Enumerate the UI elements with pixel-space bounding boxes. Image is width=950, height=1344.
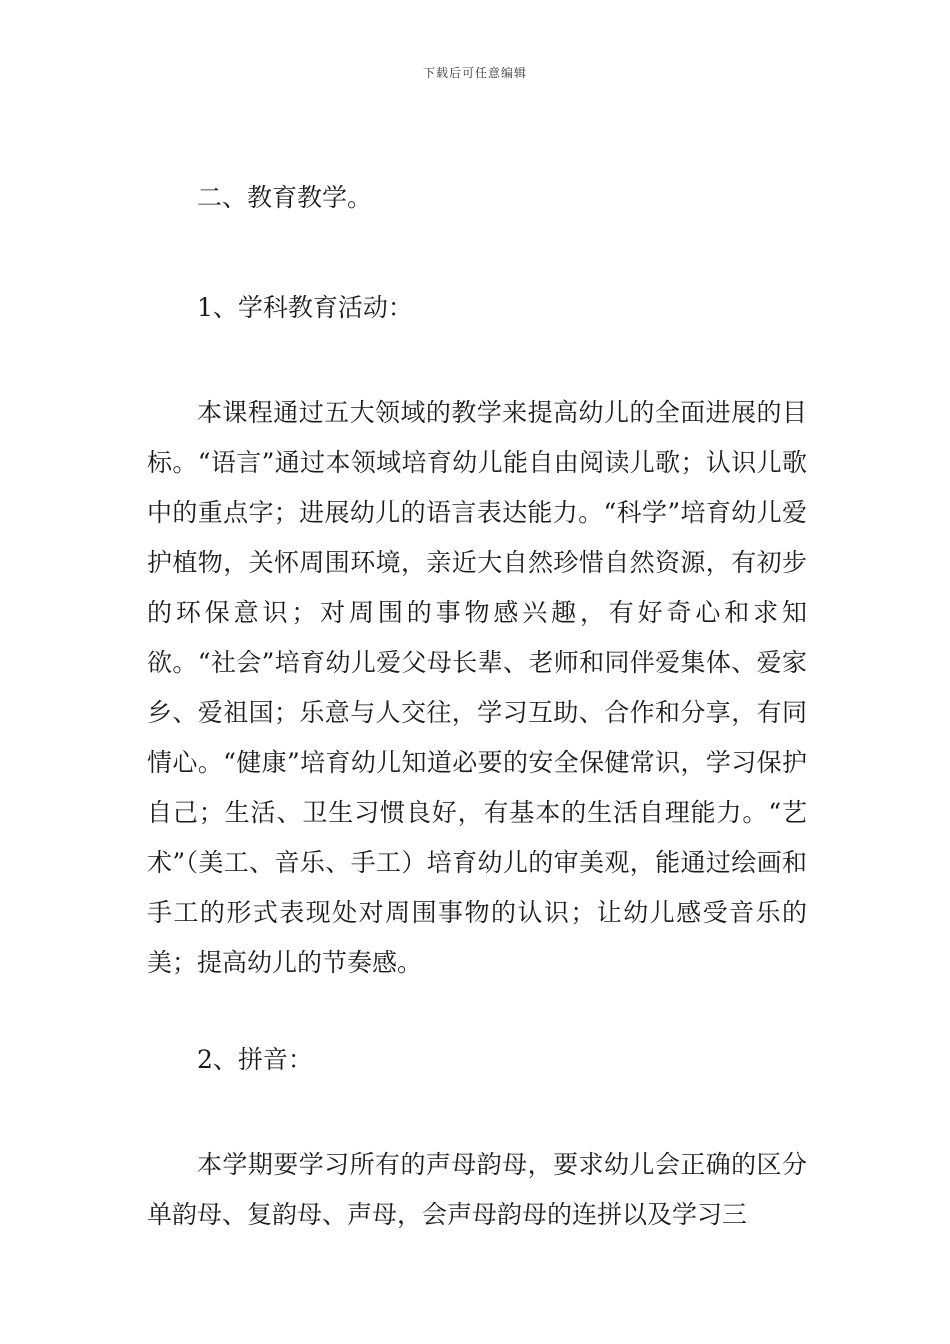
subsection-title-1: 1、学科教育活动： [197, 293, 413, 322]
spacer [147, 336, 807, 388]
subsection-body-1: 本课程通过五大领域的教学来提高幼儿的全面进展的目标。“语言”通过本领域培育幼儿能自由阅读儿歌；认识儿歌中的重点字；进展幼儿的语言表达能力。“科学”培育幼儿爱护植物，关怀周围环境，亲近大自然珍惜自然资源，有初步的环保意识；对周围的事物感兴趣，有好奇心和求知欲。“社会”培育幼儿爱父母长辈、老师和同伴爱集体、爱家乡、爱祖国；乐意与人交往，学习互助、合作和分享，有同情心。“健康”培育幼儿知道必要的安全保健常识，学习保护自己；生活、卫生习惯良好，有基本的生活自理能力。“艺术”（美工、音乐、手工）培育幼儿的审美观，能通过绘画和手工的形式表现处对周围事物的认识；让幼儿感受音乐的美；提高幼儿的节奏感。 [147, 398, 807, 977]
subsection-title-2: 2、拼音： [197, 1045, 313, 1074]
spacer [147, 1088, 807, 1140]
document-body [147, 170, 807, 1240]
section-title: 二、教育教学。 [197, 183, 373, 212]
spacer [147, 988, 807, 1032]
subsection-body-2: 本学期要学习所有的声母韵母，要求幼儿会正确的区分单韵母、复韵母、声母，会声母韵母的连拼以及学习三 [147, 1150, 807, 1229]
page-header: 下载后可任意编辑 [422, 66, 527, 80]
spacer [147, 226, 807, 280]
